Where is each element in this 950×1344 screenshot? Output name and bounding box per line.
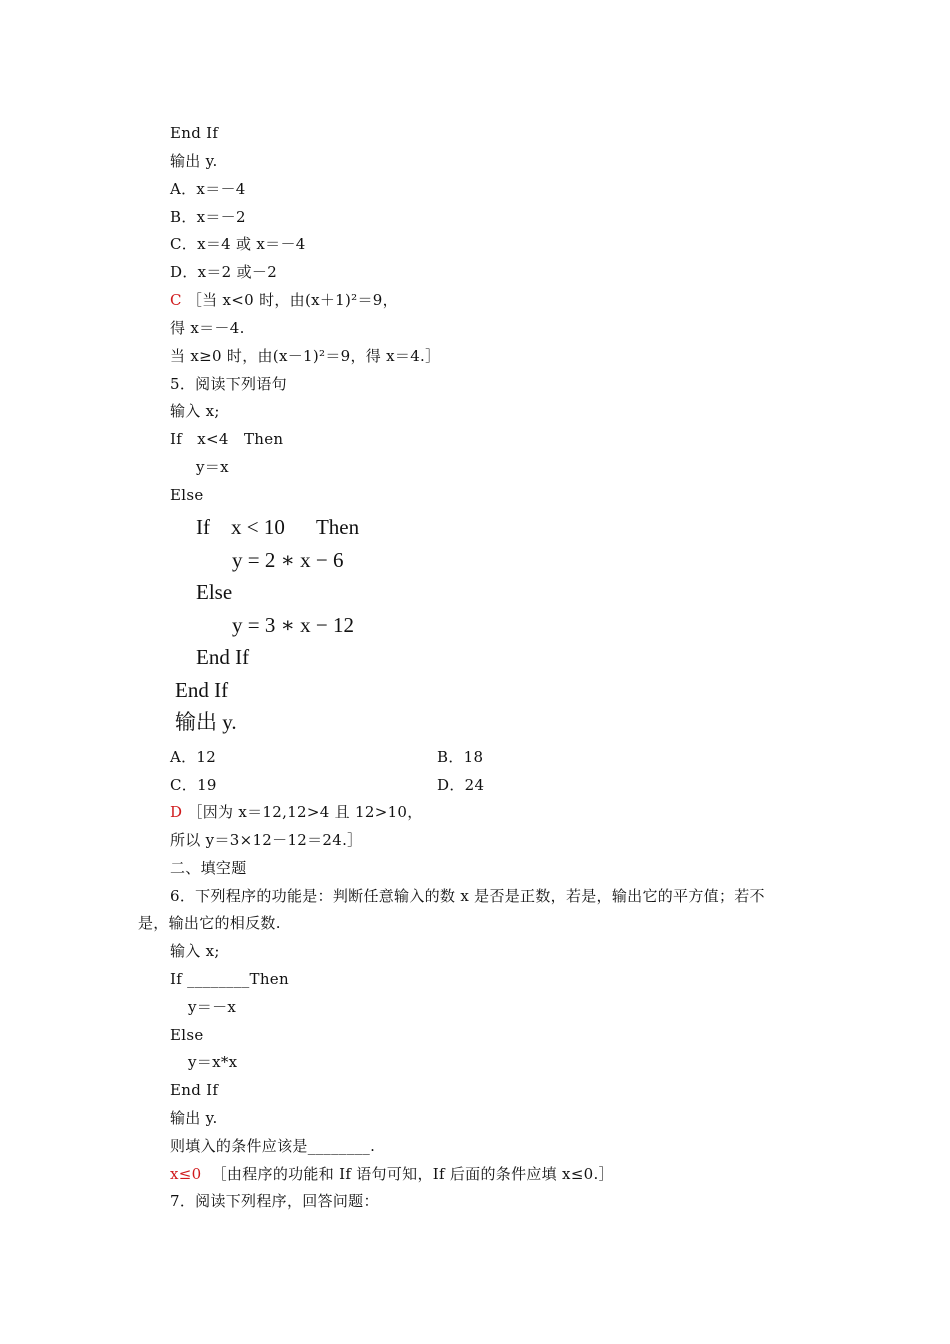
image-code-line: Else xyxy=(196,580,233,604)
code-line: y＝－x xyxy=(188,998,237,1016)
answer-line xyxy=(170,802,423,822)
image-code-line: If x < 10 Then xyxy=(196,515,360,539)
explanation-text: 所以 y＝3×12－12＝24.］ xyxy=(170,831,363,849)
question-prompt: 则填入的条件应该是________. xyxy=(170,1137,376,1155)
option-d: D．x＝2 或－2 xyxy=(170,263,278,281)
answer-line xyxy=(170,1164,614,1184)
code-line: y＝x xyxy=(196,458,229,476)
code-line: 输入 x; xyxy=(170,942,220,960)
answer-letter: D xyxy=(170,803,183,821)
option-a: A．x＝－4 xyxy=(170,180,246,198)
question-title: 7．阅读下列程序，回答问题： xyxy=(170,1192,379,1210)
question-title: 6．下列程序的功能是：判断任意输入的数 x 是否是正数，若是，输出它的平方值；若不 xyxy=(170,887,765,905)
image-code-line: y = 2 ∗ x − 6 xyxy=(232,548,344,572)
explanation-text: 当 x≥0 时，由(x－1)²＝9，得 x＝4.］ xyxy=(170,347,441,365)
code-output: 输出 y. xyxy=(170,152,218,170)
explanation-text: ［由程序的功能和 If 语句可知，If 后面的条件应填 x≤0.］ xyxy=(211,1165,614,1183)
code-line: If ________Then xyxy=(170,970,289,988)
code-line: 输入 x; xyxy=(170,402,220,420)
section-heading: 二、填空题 xyxy=(170,859,247,877)
code-line: If x<4 Then xyxy=(170,430,284,448)
image-code-line: 输出 y. xyxy=(175,710,237,734)
option-b: B．18 xyxy=(437,748,484,766)
image-code-line: End If xyxy=(196,645,250,669)
question-title: 5．阅读下列语句 xyxy=(170,375,287,393)
explanation-text: ［当 x<0 时，由(x＋1)²＝9， xyxy=(186,291,398,309)
option-a: A．12 xyxy=(170,748,217,766)
explanation-text: 得 x＝－4. xyxy=(170,319,245,337)
answer-line xyxy=(170,290,398,310)
option-c: C．19 xyxy=(170,776,217,794)
option-c: C．x＝4 或 x＝－4 xyxy=(170,235,306,253)
code-line: End If xyxy=(170,1081,219,1099)
code-line: 输出 y. xyxy=(170,1109,218,1127)
code-line: y＝x*x xyxy=(188,1053,238,1071)
image-code-line: End If xyxy=(175,678,229,702)
option-d: D．24 xyxy=(437,776,485,794)
image-code-line: y = 3 ∗ x − 12 xyxy=(232,613,354,637)
answer-letter: C xyxy=(170,291,182,309)
explanation-text: ［因为 x＝12,12>4 且 12>10， xyxy=(187,803,423,821)
question-title-cont: 是，输出它的相反数. xyxy=(138,914,281,932)
answer-value: x≤0 xyxy=(170,1165,202,1183)
option-b: B．x＝－2 xyxy=(170,208,246,226)
code-line: Else xyxy=(170,1026,204,1044)
code-end-if: End If xyxy=(170,124,219,142)
code-line: Else xyxy=(170,486,204,504)
